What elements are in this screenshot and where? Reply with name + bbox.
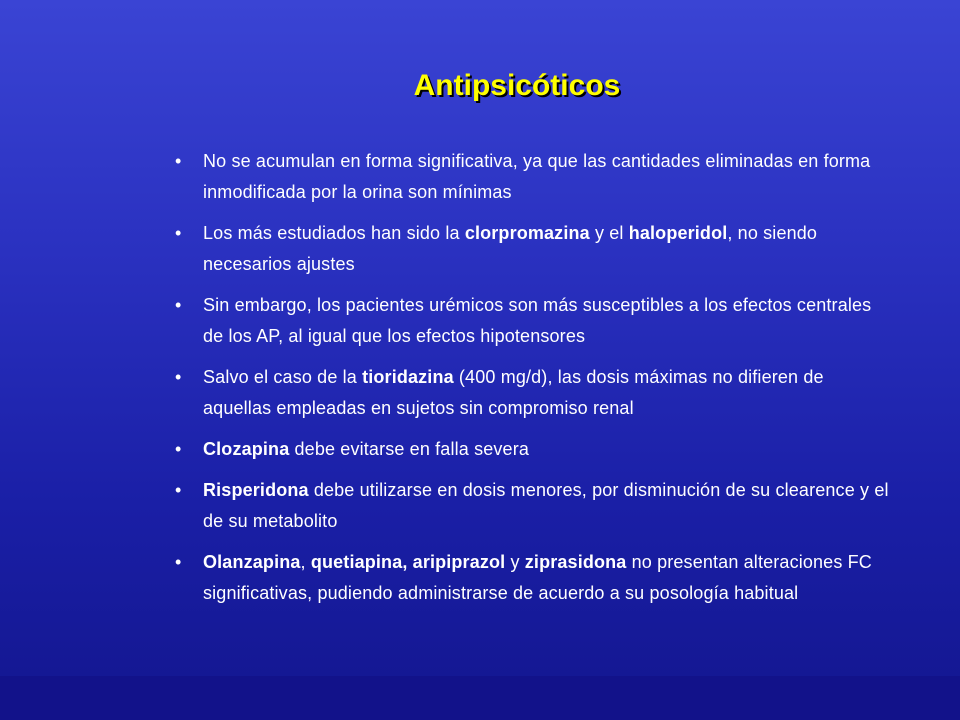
text-segment: Salvo el caso de la [203, 367, 363, 387]
drug-name: haloperidol [628, 223, 728, 243]
text-segment: y el [589, 223, 629, 243]
bullet-text [203, 295, 871, 346]
bullet-dot-icon: • [175, 439, 182, 459]
drug-name: clorpromazina [464, 223, 590, 243]
bullet-item [175, 434, 895, 465]
drug-name: Clozapina [203, 439, 290, 459]
bullet-text [203, 552, 872, 603]
text-segment: , no siendo necesarios ajustes [203, 223, 818, 274]
bullet-text [203, 367, 824, 418]
text-segment: , [300, 552, 311, 572]
bullet-item [175, 218, 895, 280]
bullet-dot-icon: • [175, 367, 182, 387]
text-segment: debe evitarse en falla severa [289, 439, 530, 459]
bullet-text [203, 151, 870, 202]
text-segment: no presentan alteraciones FC significativas, pudiendo administrarse de acuerdo a su posología habitual [203, 552, 872, 603]
bullet-text [203, 223, 817, 274]
bullet-text [203, 439, 529, 459]
drug-name: Olanzapina [203, 552, 301, 572]
text-segment: (400 mg/d), las dosis máximas no difieren de aquellas empleadas en sujetos sin compromiso renal [203, 367, 824, 418]
bottom-band [0, 676, 960, 720]
bullet-item [175, 547, 895, 609]
bullet-dot-icon: • [175, 223, 182, 243]
drug-name: tioridazina [362, 367, 454, 387]
drug-name: quetiapina, aripiprazol [310, 552, 506, 572]
bullet-dot-icon: • [175, 552, 182, 572]
text-segment: Sin embargo, los pacientes urémicos son más susceptibles a los efectos centrales de los AP, al igual que los efectos hipotensores [203, 295, 872, 346]
bullet-list [175, 146, 895, 619]
slide-title: Antipsicóticos [413, 69, 621, 102]
text-segment: y [505, 552, 525, 572]
bullet-item [175, 362, 895, 424]
text-segment: debe utilizarse en dosis menores, por disminución de su clearence y el de su metabolito [203, 480, 889, 531]
bullet-text [203, 480, 889, 531]
bullet-item [175, 475, 895, 537]
bullet-dot-icon: • [175, 151, 182, 171]
text-segment: No se acumulan en forma significativa, ya que las cantidades eliminadas en forma inmodificada por la orina son mínimas [203, 151, 871, 202]
bullet-dot-icon: • [175, 295, 182, 315]
text-segment: Los más estudiados han sido la [203, 223, 465, 243]
drug-name: Risperidona [203, 480, 309, 500]
bullet-item [175, 290, 895, 352]
bullet-item [175, 146, 895, 208]
bullet-dot-icon: • [175, 480, 182, 500]
drug-name: ziprasidona [524, 552, 627, 572]
